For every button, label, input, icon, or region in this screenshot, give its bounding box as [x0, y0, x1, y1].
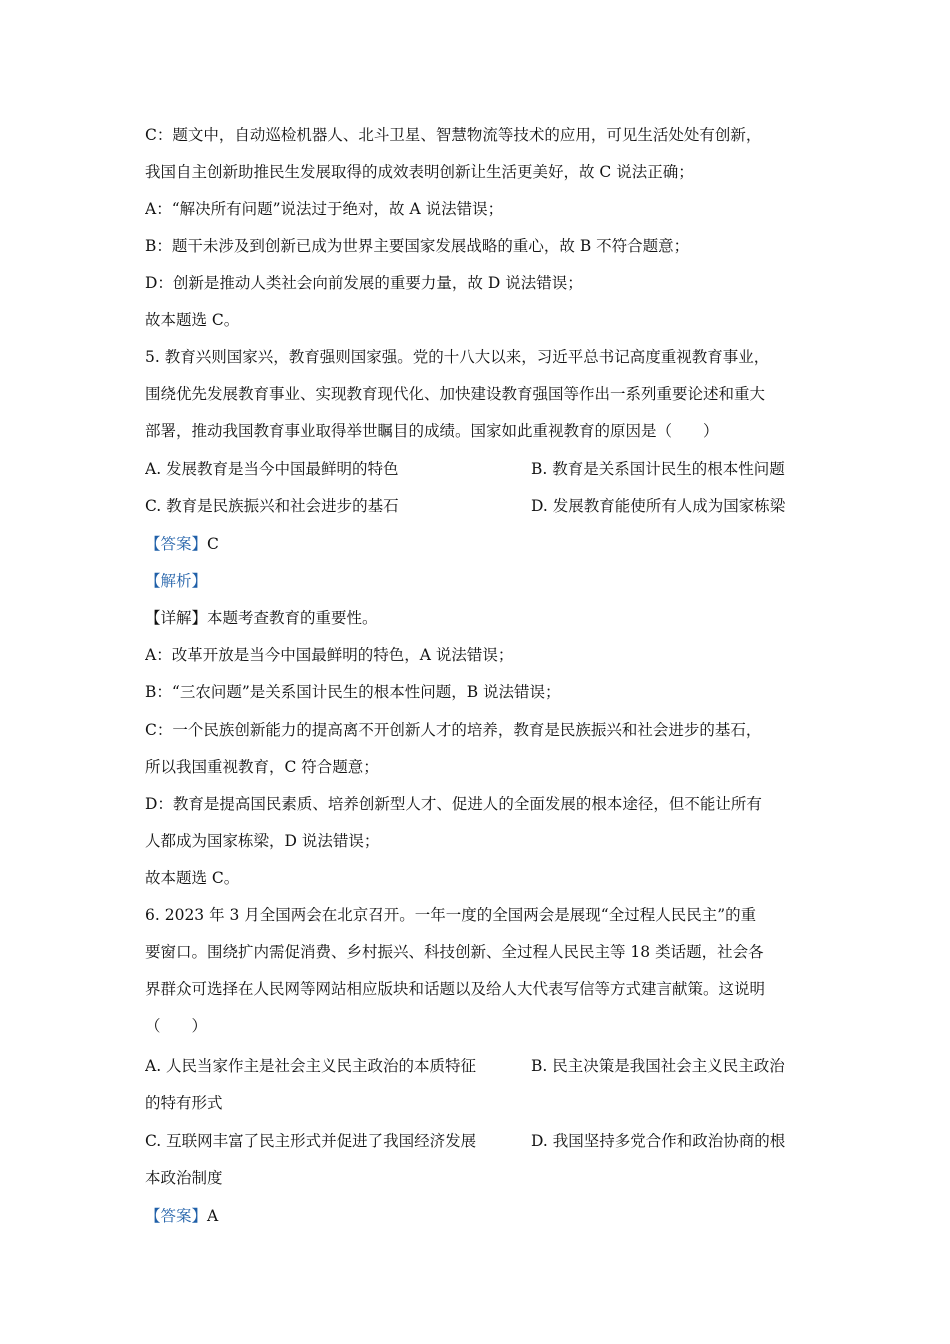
q6-option-b: B. 民主决策是我国社会主义民主政治: [531, 1057, 785, 1075]
q6-stem-line1: 6. 2023 年 3 月全国两会在北京召开。一年一度的全国两会是展现“全过程人民民主”的重: [145, 906, 757, 924]
q4-analysis-c-line1: C：题文中，自动巡检机器人、北斗卫星、智慧物流等技术的应用，可见生活处处有创新，: [145, 126, 762, 144]
q5-option-a: A. 发展教育是当今中国最鲜明的特色: [145, 460, 399, 478]
q6-option-c: C. 互联网丰富了民主形式并促进了我国经济发展: [145, 1132, 477, 1150]
q5-answer-value: C: [207, 535, 219, 553]
q4-analysis-b-line: B：题干未涉及到创新已成为世界主要国家发展战略的重心，故 B 不符合题意；: [145, 237, 690, 255]
q5-analysis-a-line: A：改革开放是当今中国最鲜明的特色，A 说法错误；: [145, 646, 514, 664]
q5-detail: [145, 600, 815, 637]
q6-option-b-continued: 的特有形式: [145, 1094, 223, 1112]
q6-stem-line3: 界群众可选择在人民网等网站相应版块和话题以及给人大代表写信等方式建言献策。这说明: [145, 980, 766, 998]
q5-analysis-c-line2: 所以我国重视教育，C 符合题意；: [145, 758, 379, 776]
q4-analysis-c-line2: 我国自主创新助推民生发展取得的成效表明创新让生活更美好，故 C 说法正确；: [145, 163, 694, 181]
q6-answer-tag: 【答案】: [145, 1207, 208, 1225]
q6-answer: [145, 1198, 815, 1235]
q6-stem-line4: （ ）: [145, 1017, 208, 1035]
q6-stem-line2: 要窗口。围绕扩内需促消费、乡村振兴、科技创新、全过程人民民主等 18 类话题，社会各: [145, 943, 764, 961]
q6-option-d: D. 我国坚持多党合作和政治协商的根: [531, 1132, 786, 1150]
q5-option-c: C. 教育是民族振兴和社会进步的基石: [145, 497, 399, 515]
q5-stem-line1: 5. 教育兴则国家兴，教育强则国家强。党的十八大以来，习近平总书记高度重视教育事业，: [145, 348, 770, 366]
q5-detail-tag: 【详解】: [145, 609, 208, 627]
q5-analysis-d-line1: D：教育是提高国民素质、培养创新型人才、促进人的全面发展的根本途径，但不能让所有: [145, 795, 762, 813]
q4-conclusion: 故本题选 C。: [145, 311, 240, 329]
q5-analysis-tag: 【解析】: [145, 572, 208, 590]
q5-stem-line3: 部署，推动我国教育事业取得举世瞩目的成绩。国家如此重视教育的原因是（ ）: [145, 422, 719, 440]
q4-analysis-a-line: A：“解决所有问题”说法过于绝对，故 A 说法错误；: [145, 200, 504, 218]
q5-analysis-c-line1: C：一个民族创新能力的提高离不开创新人才的培养，教育是民族振兴和社会进步的基石，: [145, 721, 762, 739]
q5-detail-text: 本题考查教育的重要性。: [207, 609, 378, 627]
q5-analysis-d-line2: 人都成为国家栋梁，D 说法错误；: [145, 832, 380, 850]
q6-answer-value: A: [207, 1207, 219, 1225]
q5-option-b: B. 教育是关系国计民生的根本性问题: [531, 460, 785, 478]
q6-option-a: A. 人民当家作主是社会主义民主政治的本质特征: [145, 1057, 477, 1075]
q5-answer: [145, 526, 815, 563]
q4-analysis-d-line: D：创新是推动人类社会向前发展的重要力量，故 D 说法错误；: [145, 274, 583, 292]
q5-conclusion: 故本题选 C。: [145, 869, 240, 887]
q5-analysis-b-line: B：“三农问题”是关系国计民生的根本性问题，B 说法错误；: [145, 683, 561, 701]
q5-option-d: D. 发展教育能使所有人成为国家栋梁: [531, 497, 786, 515]
q5-answer-tag: 【答案】: [145, 535, 208, 553]
q5-stem-line2: 围绕优先发展教育事业、实现教育现代化、加快建设教育强国等作出一系列重要论述和重大: [145, 385, 766, 403]
q6-option-d-continued: 本政治制度: [145, 1169, 223, 1187]
q5-analysis-heading: [145, 563, 815, 600]
